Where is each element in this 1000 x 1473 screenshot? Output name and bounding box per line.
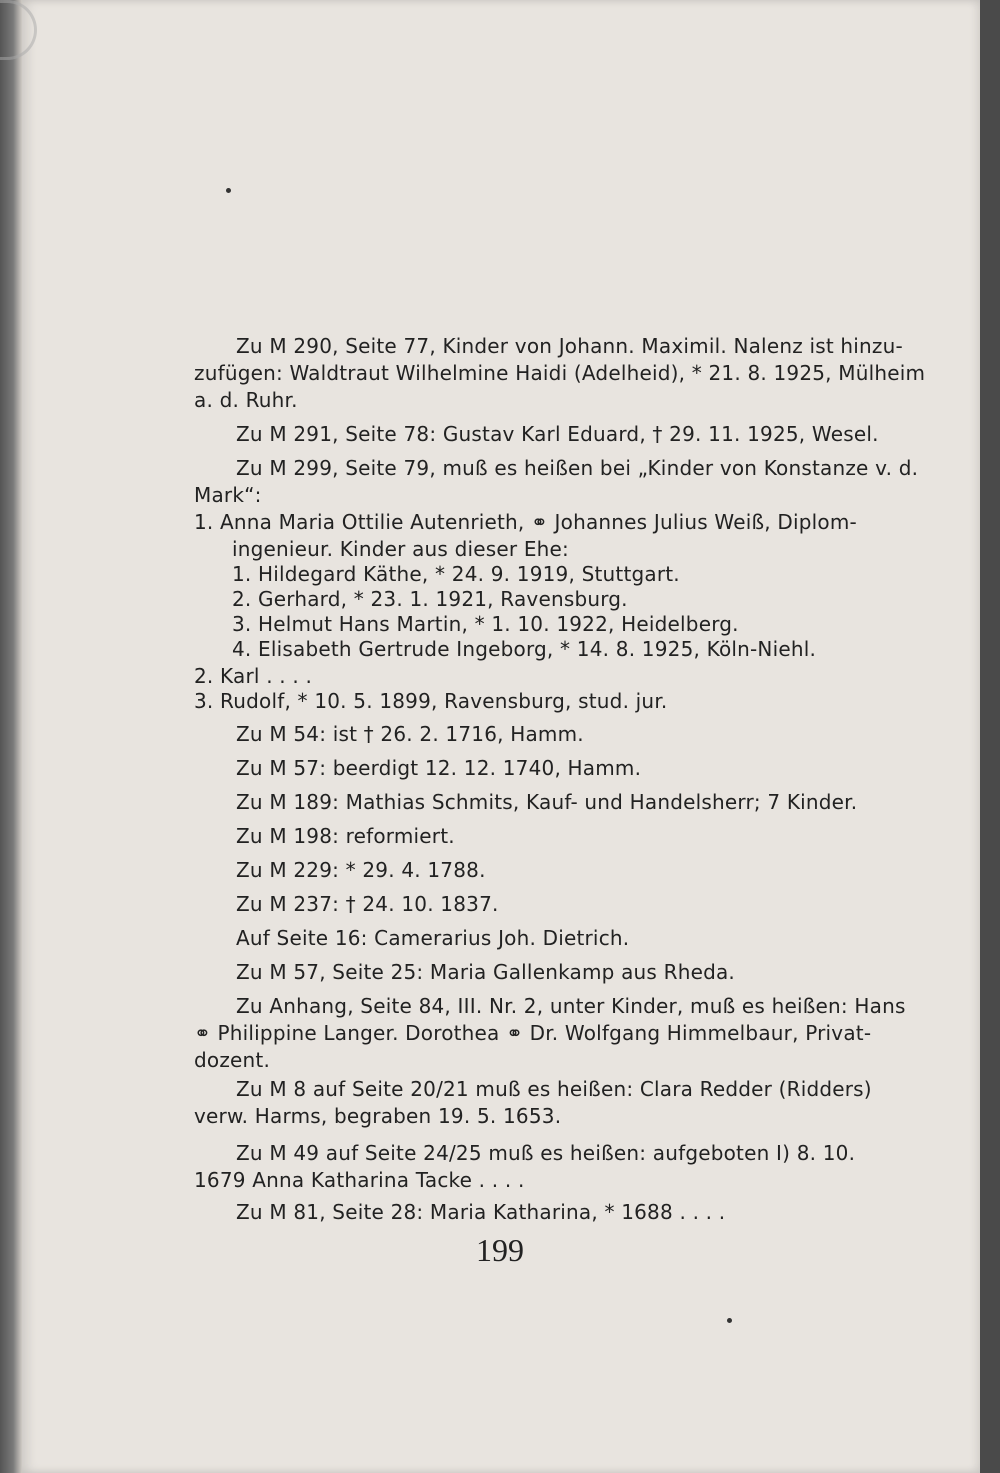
text-line: a. d. Ruhr. <box>194 388 298 412</box>
text-line: Zu M 237: † 24. 10. 1837. <box>236 892 499 916</box>
speck-mark <box>226 188 231 193</box>
text-line: verw. Harms, begraben 19. 5. 1653. <box>194 1104 562 1128</box>
text-line: Zu M 57, Seite 25: Maria Gallenkamp aus Rheda. <box>236 960 735 984</box>
text-line: dozent. <box>194 1048 271 1072</box>
text-line: Zu M 54: ist † 26. 2. 1716, Hamm. <box>236 722 584 746</box>
text-line: Zu M 49 auf Seite 24/25 muß es heißen: aufgeboten I) 8. 10. <box>236 1141 856 1165</box>
list-item: 4. Elisabeth Gertrude Ingeborg, * 14. 8. 1925, Köln-Niehl. <box>232 637 817 661</box>
text-line: Zu M 189: Mathias Schmits, Kauf- und Handelsherr; 7 Kinder. <box>236 790 858 814</box>
page-number: 199 <box>476 1232 524 1268</box>
list-item: 3. Helmut Hans Martin, * 1. 10. 1922, Heidelberg. <box>232 612 739 636</box>
list-item: 2. Gerhard, * 23. 1. 1921, Ravensburg. <box>232 587 628 611</box>
list-item: 2. Karl . . . . <box>194 664 313 688</box>
text-line: zufügen: Waldtraut Wilhelmine Haidi (Adelheid), * 21. 8. 1925, Mülheim <box>194 361 926 385</box>
speck-mark <box>727 1318 732 1323</box>
text-line: Zu M 198: reformiert. <box>236 824 455 848</box>
text-line: Zu M 81, Seite 28: Maria Katharina, * 1688 . . . . <box>236 1200 726 1224</box>
text-line: ⚭ Philippine Langer. Dorothea ⚭ Dr. Wolfgang Himmelbaur, Privat- <box>194 1021 872 1045</box>
text-line: ingenieur. Kinder aus dieser Ehe: <box>232 537 570 561</box>
text-line: Mark“: <box>194 483 262 507</box>
text-line: Zu M 8 auf Seite 20/21 muß es heißen: Clara Redder (Ridders) <box>236 1077 872 1101</box>
text-line: Zu M 299, Seite 79, muß es heißen bei „Kinder von Konstanze v. d. <box>236 456 919 480</box>
text-line: Zu Anhang, Seite 84, III. Nr. 2, unter Kinder, muß es heißen: Hans <box>236 994 906 1018</box>
text-line: Auf Seite 16: Camerarius Joh. Dietrich. <box>236 926 630 950</box>
list-item: 3. Rudolf, * 10. 5. 1899, Ravensburg, stud. jur. <box>194 689 668 713</box>
text-line: Zu M 291, Seite 78: Gustav Karl Eduard, † 29. 11. 1925, Wesel. <box>236 422 879 446</box>
text-line: Zu M 229: * 29. 4. 1788. <box>236 858 486 882</box>
text-line: Zu M 57: beerdigt 12. 12. 1740, Hamm. <box>236 756 642 780</box>
text-line: Zu M 290, Seite 77, Kinder von Johann. Maximil. Nalenz ist hinzu- <box>236 334 903 358</box>
list-item: 1. Anna Maria Ottilie Autenrieth, ⚭ Johannes Julius Weiß, Diplom- <box>194 510 857 534</box>
text-line: 1679 Anna Katharina Tacke . . . . <box>194 1168 525 1192</box>
list-item: 1. Hildegard Käthe, * 24. 9. 1919, Stuttgart. <box>232 562 680 586</box>
